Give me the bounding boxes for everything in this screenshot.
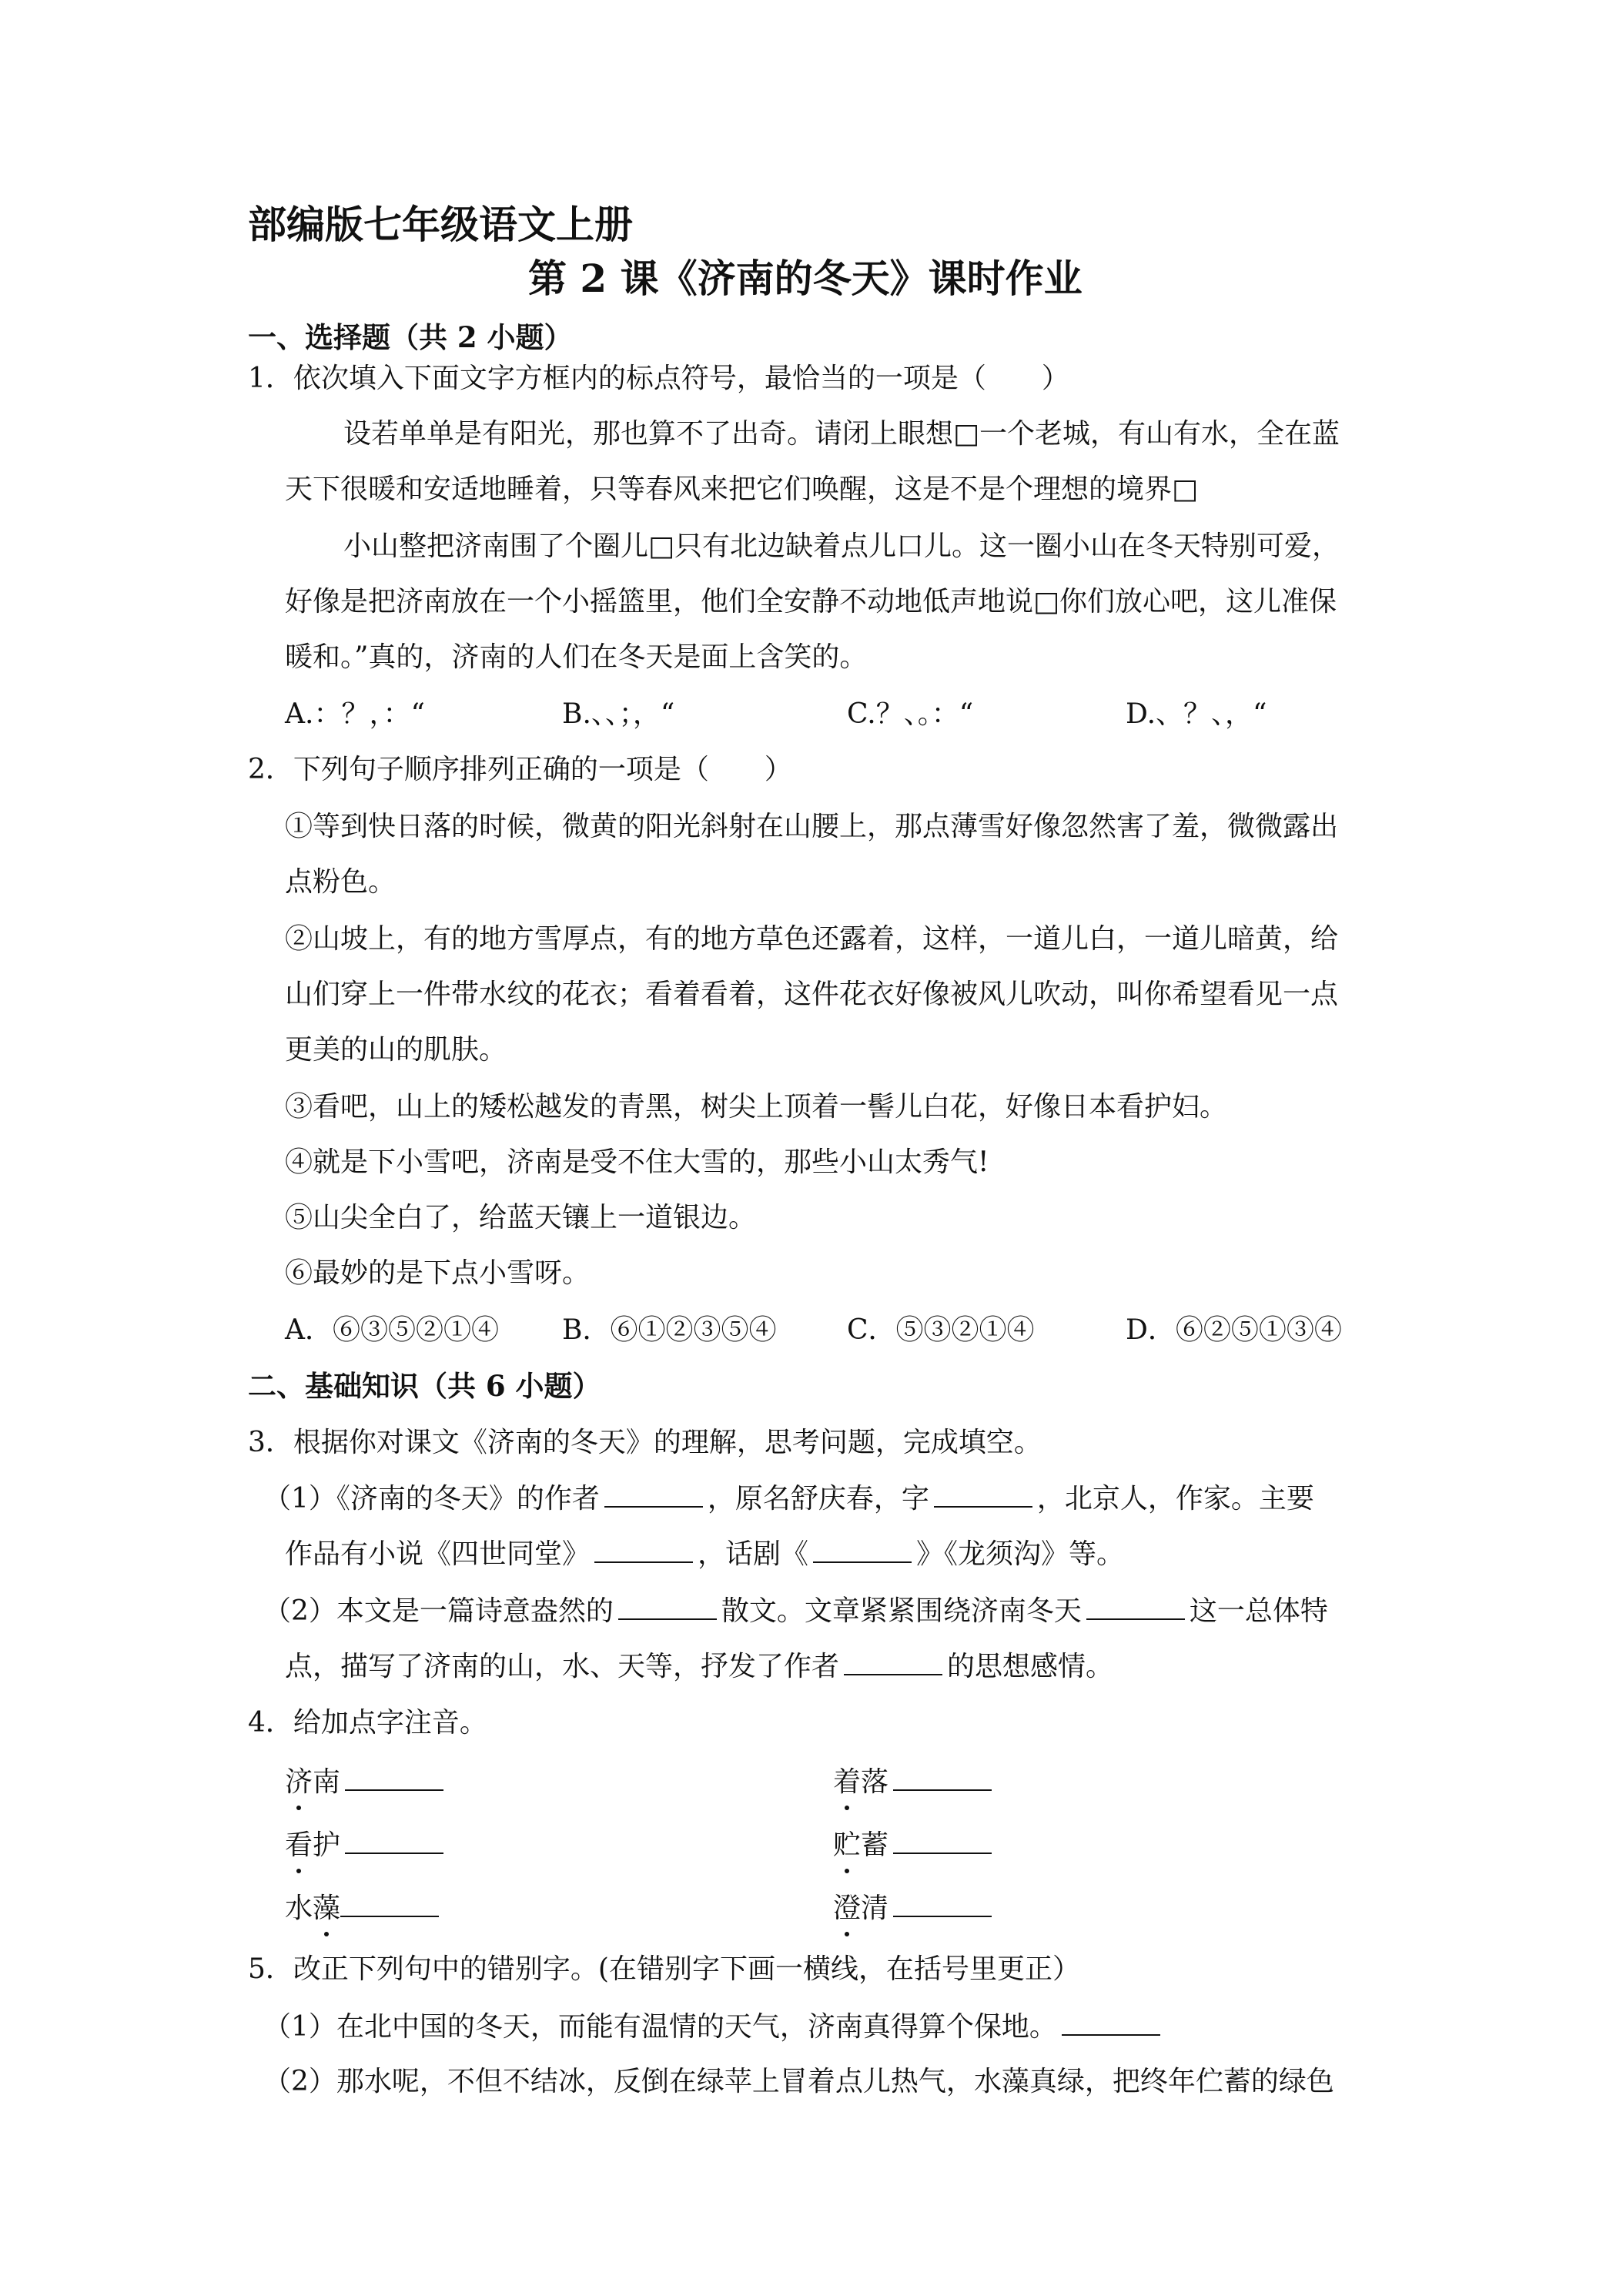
pinyin-blank-5[interactable] [340, 1889, 439, 1917]
question-3-line-3: （2）本文是一篇诗意盎然的 散文。文章紧紧围绕济南冬天 这一总体特 [263, 1592, 1328, 1630]
question-3-line-2: 作品有小说《四世同堂》 ，话剧《 》《龙须沟》等。 [285, 1535, 1124, 1573]
section-heading-basics: 二、基础知识（共 6 小题） [248, 1369, 601, 1403]
question-2-sentence-1a: ①等到快日落的时候，微黄的阳光斜射在山腰上，那点薄雪好像忽然害了羞，微微露出 [285, 811, 1339, 842]
correction-blank-1[interactable] [1062, 2008, 1160, 2036]
pinyin-item-jinan: 济南 [285, 1763, 448, 1801]
novel-blank[interactable] [594, 1535, 693, 1563]
question-3-line-1: （1）《济南的冬天》的作者 ，原名舒庆春，字 ，北京人，作家。主要 [263, 1480, 1314, 1518]
question-1-passage-1b: 天下很暖和安适地睡着，只等春风来把它们唤醒，这是不是个理想的境界□ [285, 474, 1199, 505]
question-1-stem: 1．依次填入下面文字方框内的标点符号，最恰当的一项是（ ） [248, 363, 1069, 394]
question-2-sentence-1b: 点粉色。 [285, 866, 397, 898]
question-1-passage-2c: 暖和。”真的，济南的人们在冬天是面上含笑的。 [285, 641, 868, 673]
question-1-option-b[interactable]: B.、、；，“ [562, 698, 675, 730]
question-4-stem: 4．给加点字注音。 [248, 1707, 487, 1739]
question-5-stem: 5．改正下列句中的错别字。(在错别字下画一横线，在括号里更正） [248, 1953, 1080, 1985]
pinyin-item-shuizao: 水藻 [285, 1889, 443, 1927]
question-2-option-b[interactable]: B．⑥①②③⑤④ [562, 1314, 777, 1346]
pinyin-item-zhuoluo: 着落 [833, 1763, 996, 1801]
play-blank[interactable] [813, 1535, 912, 1563]
pinyin-blank-2[interactable] [893, 1763, 992, 1791]
question-2-option-c[interactable]: C．⑤③②①④ [847, 1314, 1035, 1346]
question-1-passage-2a: 小山整把济南围了个圈儿□只有北边缺着点儿口儿。这一圈小山在冬天特别可爱， [343, 530, 1340, 562]
author-blank[interactable] [604, 1480, 703, 1508]
question-1-option-c[interactable]: C.？、。：“ [847, 698, 974, 730]
pinyin-blank-4[interactable] [893, 1826, 992, 1854]
question-1-option-a[interactable]: A.：？，：“ [285, 698, 425, 730]
question-2-sentence-2b: 山们穿上一件带水纹的花衣；看着看着，这件花衣好像被风儿吹动，叫你希望看见一点 [285, 979, 1339, 1010]
pinyin-blank-3[interactable] [345, 1826, 443, 1854]
genre-blank[interactable] [618, 1592, 717, 1620]
question-2-sentence-3: ③看吧，山上的矮松越发的青黑，树尖上顶着一髻儿白花，好像日本看护妇。 [285, 1091, 1228, 1123]
pinyin-blank-1[interactable] [345, 1763, 443, 1791]
feeling-blank[interactable] [844, 1648, 942, 1675]
pinyin-item-zhuxu: 贮蓄 [833, 1826, 996, 1864]
question-1-passage-2b: 好像是把济南放在一个小摇篮里，他们全安静不动地低声地说□你们放心吧，这儿准保 [285, 586, 1337, 618]
section-heading-choice: 一、选择题（共 2 小题） [248, 320, 573, 354]
question-1-passage-1a: 设若单单是有阳光，那也算不了出奇。请闭上眼想□一个老城，有山有水，全在蓝 [343, 418, 1340, 450]
question-3-line-4: 点，描写了济南的山，水、天等，抒发了作者 的思想感情。 [285, 1648, 1113, 1685]
feature-blank[interactable] [1086, 1592, 1185, 1620]
question-5-sentence-2: （2）那水呢，不但不结冰，反倒在绿苹上冒着点儿热气，水藻真绿，把终年伫蓄的绿色 [263, 2066, 1334, 2097]
lesson-subtitle: 第 2 课《济南的冬天》课时作业 [528, 256, 1083, 301]
question-2-sentence-2c: 更美的山的肌肤。 [285, 1034, 507, 1066]
question-2-sentence-6: ⑥最妙的是下点小雪呀。 [285, 1257, 591, 1289]
pinyin-item-kanhu: 看护 [285, 1826, 448, 1864]
question-5-sentence-1: （1）在北中国的冬天，而能有温情的天气，济南真得算个保地。 [263, 2008, 1165, 2046]
question-2-option-d[interactable]: D．⑥②⑤①③④ [1126, 1314, 1342, 1346]
pinyin-item-chengqing: 澄清 [833, 1889, 996, 1927]
pinyin-blank-6[interactable] [893, 1889, 992, 1917]
question-1-option-d[interactable]: D.、？、，“ [1126, 698, 1267, 730]
question-2-stem: 2．下列句子顺序排列正确的一项是（ ） [248, 754, 792, 785]
question-2-option-a[interactable]: A．⑥③⑤②①④ [285, 1314, 499, 1346]
question-2-sentence-5: ⑤山尖全白了，给蓝天镶上一道银边。 [285, 1202, 757, 1233]
question-2-sentence-4: ④就是下小雪吧，济南是受不住大雪的，那些小山太秀气! [285, 1146, 989, 1178]
question-3-stem: 3．根据你对课文《济南的冬天》的理解，思考问题，完成填空。 [248, 1427, 1042, 1458]
courtesy-name-blank[interactable] [934, 1480, 1032, 1508]
page-title: 部编版七年级语文上册 [248, 202, 633, 247]
question-2-sentence-2a: ②山坡上，有的地方雪厚点，有的地方草色还露着，这样，一道儿白，一道儿暗黄，给 [285, 923, 1339, 955]
